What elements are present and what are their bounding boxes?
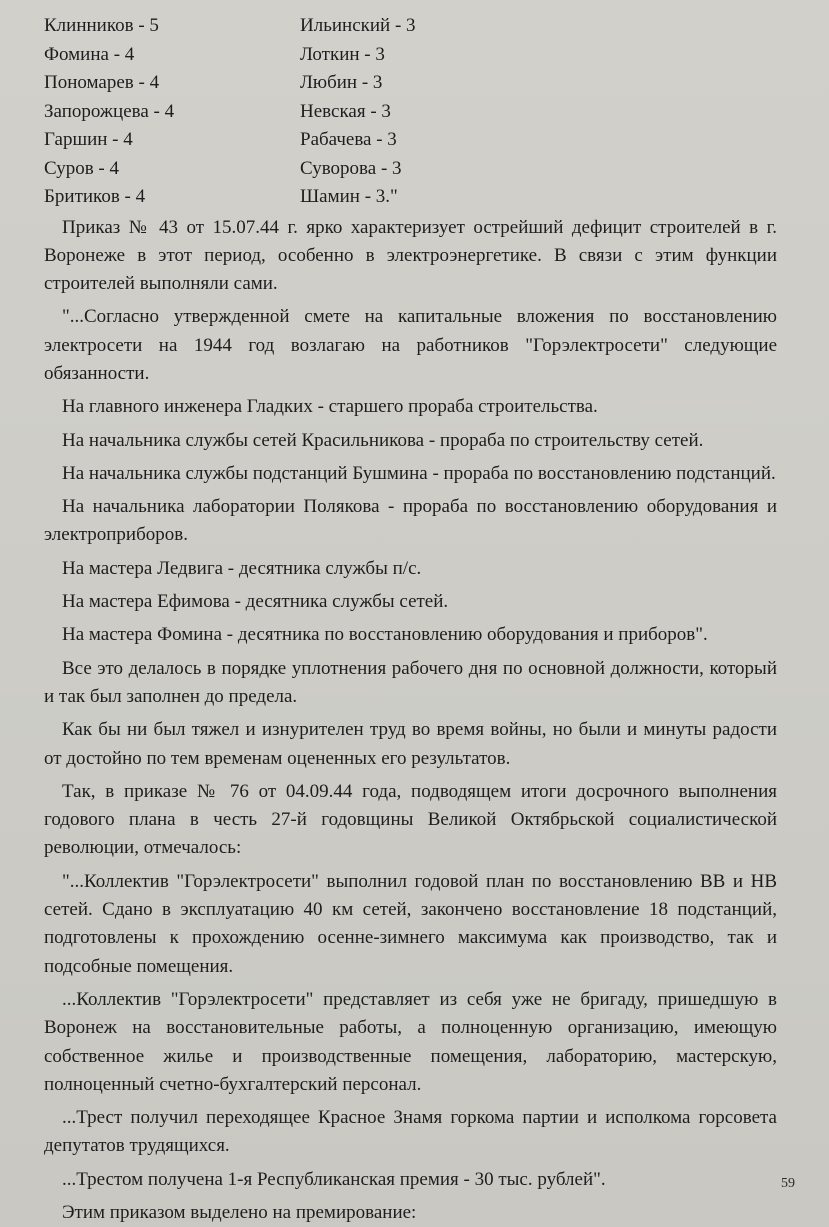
paragraph: Как бы ни был тяжел и изнурителен труд во время войны, но были и минуты радости от достойно по тем временам оцененных его результатов. [44, 716, 777, 773]
paragraph: Этим приказом выделено на премирование: [44, 1199, 777, 1227]
page-number: 59 [781, 1176, 795, 1192]
list-entry: Ильинский - 3 [300, 12, 777, 41]
paragraph: "...Коллектив "Горэлектросети" выполнил годовой план по восстановлению ВВ и НВ сетей. Сдано в эксплуатацию 40 км сетей, закончено восстановление 18 подстанций, подготовлены к прохождению осенне-зимнего максимума как производство, так и подсобные помещения. [44, 868, 777, 981]
list-entry: Лоткин - 3 [300, 41, 777, 70]
paragraph: Все это делалось в порядке уплотнения рабочего дня по основной должности, который и так был заполнен до предела. [44, 655, 777, 712]
paragraph: На начальника лаборатории Полякова - прораба по восстановлению оборудования и электроприборов. [44, 493, 777, 550]
list-entry: Шамин - 3." [300, 183, 777, 212]
list-entry: Невская - 3 [300, 98, 777, 127]
list-entry: Любин - 3 [300, 69, 777, 98]
body-text [44, 214, 777, 1227]
list-entry: Гаршин - 4 [44, 126, 300, 155]
paragraph: На мастера Ефимова - десятника службы сетей. [44, 588, 777, 616]
list-entry: Пономарев - 4 [44, 69, 300, 98]
paragraph: На мастера Фомина - десятника по восстановлению оборудования и приборов". [44, 621, 777, 649]
names-list-left-column [44, 12, 300, 212]
list-entry: Суворова - 3 [300, 155, 777, 184]
paragraph: На начальника службы подстанций Бушмина - прораба по восстановлению подстанций. [44, 460, 777, 488]
list-entry: Фомина - 4 [44, 41, 300, 70]
paragraph: ...Трестом получена 1-я Республиканская премия - 30 тыс. рублей". [44, 1166, 777, 1194]
list-entry: Клинников - 5 [44, 12, 300, 41]
list-entry: Суров - 4 [44, 155, 300, 184]
paragraph: ...Коллектив "Горэлектросети" представляет из себя уже не бригаду, пришедшую в Воронеж на восстановительные работы, а полноценную организацию, имеющую собственное жилье и производственные помещения, лабораторию, мастерскую, полноценный счетно-бухгалтерский персонал. [44, 986, 777, 1099]
names-list [44, 12, 777, 212]
list-entry: Рабачева - 3 [300, 126, 777, 155]
paragraph: "...Согласно утвержденной смете на капитальные вложения по восстановлению электросети на 1944 год возлагаю на работников "Горэлектросети" следующие обязанности. [44, 303, 777, 388]
list-entry: Бритиков - 4 [44, 183, 300, 212]
paragraph: ...Трест получил переходящее Красное Знамя горкома партии и исполкома горсовета депутатов трудящихся. [44, 1104, 777, 1161]
paragraph: На начальника службы сетей Красильникова - прораба по строительству сетей. [44, 427, 777, 455]
paragraph: На мастера Ледвига - десятника службы п/с. [44, 555, 777, 583]
paragraph: Приказ № 43 от 15.07.44 г. ярко характеризует острейший дефицит строителей в г. Воронеже в этот период, особенно в электроэнергетике. В связи с этим функции строителей выполняли сами. [44, 214, 777, 299]
paragraph: Так, в приказе № 76 от 04.09.44 года, подводящем итоги досрочного выполнения годового плана в честь 27-й годовщины Великой Октябрьской социалистической революции, отмечалось: [44, 778, 777, 863]
names-list-right-column [300, 12, 777, 212]
list-entry: Запорожцева - 4 [44, 98, 300, 127]
paragraph: На главного инженера Гладких - старшего прораба строительства. [44, 393, 777, 421]
